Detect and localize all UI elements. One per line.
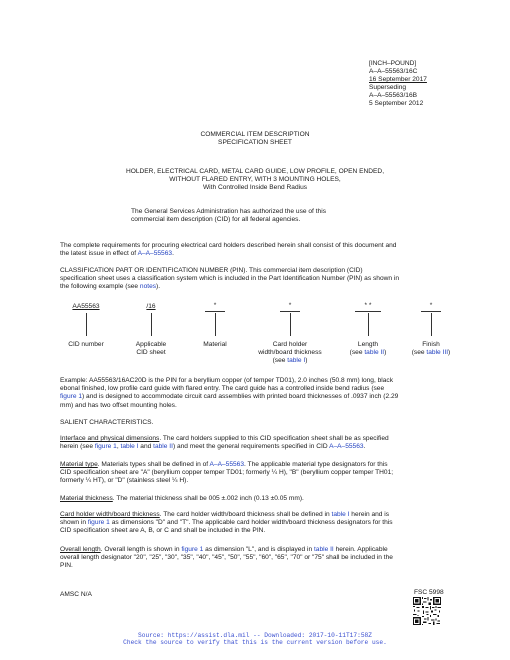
superseded-date: 5 September 2012 [369, 100, 424, 108]
table-ii-link[interactable]: table II [313, 546, 334, 553]
finish-connector [431, 313, 432, 336]
footer-source: Source: https://assist.dla.mil -- Downloaded: 2017-10-11T17:58Z [138, 632, 372, 639]
title-line3: With Controlled Inside Bend Radius [202, 184, 308, 192]
sheet-connector [151, 313, 152, 336]
intro-line2: the latest issue in effect of A–A–55563. [60, 250, 174, 258]
pin-label-material: Material [203, 341, 227, 348]
aa-55563-link[interactable]: A–A–55563 [209, 461, 245, 468]
aa-55563-link[interactable]: A–A–55563 [329, 443, 364, 451]
material-type-paragraph: Material type. Materials types shall be defined in of A–A–55563. The applicable material type designators for this CID specification sheet are "A" (beryllium copper temper TD01; formerly ¼ H), "B" (beryllium copper temper TH01; formerly ¼ HT), or "D" (stainless steel ¼ H). [60, 461, 394, 485]
card-width-paragraph: Card holder width/board thickness. The card holder width/board thickness shall be defined in table I herein and is shown in figure 1 as dimensions "D" and "T". The applicable card holder width/board thickness designators for this CID specification sheet are A, B, or C and shall be included in the PIN. [60, 511, 393, 535]
figure-1-link[interactable]: figure 1 [60, 393, 82, 401]
table-i-link[interactable]: table I [287, 357, 306, 364]
fsc-label: FSC 5998 [414, 589, 444, 596]
overall-length-paragraph: Overall length. Overall length is shown in figure 1 as dimension "L", and is displayed in table II herein. Applicable overall length designator "20", "25", "30", "35", "40", "45", "50", "55", "60", "65", "70" or "75" shall be included in the PIN. [60, 546, 393, 570]
superseding-label: Superseding [369, 84, 407, 92]
pin-label-length: Length (see table II) [349, 341, 387, 356]
authorization-line2: commercial item description (CID) for all federal agencies. [131, 216, 301, 224]
pin-label-card: Card holder width/board thickness (see table I) [258, 341, 322, 364]
pin-code-cid: AA55563 [72, 303, 100, 310]
inch-pound-label: [INCH–POUND] [369, 60, 417, 67]
aa-55563-link[interactable]: A–A–55563 [137, 250, 173, 258]
pin-code-finish: * [429, 302, 433, 309]
superseded-number: A–A–55563/16B [369, 92, 418, 100]
interface-paragraph: Interface and physical dimensions. The card holders supplied to this CID specification sheet shall be as specified herein (see figure 1, table I and table II) and meet the general requirements specified in CID A–A–55563. [60, 435, 389, 451]
notes-link[interactable]: notes [139, 283, 157, 291]
document-date: 16 September 2017 [369, 76, 427, 84]
classification-line1: CLASSIFICATION PART OR IDENTIFICATION NUMBER (PIN). This commercial item description (CID) [60, 267, 363, 274]
pin-code-card: * [288, 302, 292, 309]
intro-line1: The complete requirements for procuring electrical card holders described herein shall consist of this document and [60, 242, 397, 249]
title-line1: HOLDER, ELECTRICAL CARD, METAL CARD GUIDE, LOW PROFILE, OPEN ENDED, [125, 168, 385, 175]
salient-heading: SALIENT CHARACTERISTICS. [60, 419, 154, 426]
doc-type-line1: COMMERCIAL ITEM DESCRIPTION [200, 131, 310, 138]
pin-label-sheet: Applicable CID sheet [135, 341, 167, 356]
classification-line3: the following example (see notes). [60, 283, 161, 291]
length-underline [355, 311, 381, 312]
document-number: A–A–55563/16C [369, 68, 418, 76]
card-connector [290, 313, 291, 336]
figure-1-link[interactable]: figure 1 [94, 443, 117, 451]
download-footer [0, 632, 510, 647]
qr-code-icon [413, 597, 441, 625]
doc-type-line2: SPECIFICATION SHEET [218, 139, 292, 147]
title-line2: WITHOUT FLARED ENTRY, WITH 3 MOUNTING HOLES, [169, 176, 341, 184]
length-connector [368, 313, 369, 336]
table-i-link[interactable]: table I [331, 511, 350, 518]
table-i-link[interactable]: table I [120, 443, 139, 451]
overall-length-heading: Overall length [60, 546, 101, 553]
material-underline [205, 311, 225, 312]
material-thickness-paragraph: Material thickness. The material thickness shall be 005 ±.002 inch (0.13 ±0.05 mm). [60, 495, 304, 502]
card-width-heading: Card holder width/board thickness [60, 511, 160, 518]
pin-code-material: * [213, 302, 217, 309]
material-type-heading: Material type [60, 461, 98, 468]
amsc-label: AMSC N/A [60, 591, 92, 598]
pin-code-sheet: /16 [146, 303, 156, 310]
figure-1-link[interactable]: figure 1 [87, 519, 110, 527]
interface-heading: Interface and physical dimensions [60, 435, 160, 442]
example-paragraph: Example: AA55563/16AC20D is the PIN for a beryllium copper (of temper TD01), 2.0 inches (50.8 mm) long, black ebonal finished, low profile card guide with flared entry. The card guide has a controlled inside bend radius (see figure 1) and is designed to accommodate circuit card assemblies with printed board thicknesses of .0937 inch (2.29 mm) and has two offset mounting holes. [60, 377, 399, 409]
material-thickness-heading: Material thickness [60, 495, 113, 502]
footer-verify: Check the source to verify that this is the current version before use. [123, 639, 387, 647]
table-iii-link[interactable]: table III [426, 349, 449, 356]
finish-underline [421, 311, 441, 312]
authorization-line1: The General Services Administration has authorized the use of this [131, 208, 326, 215]
pin-code-length: * * [364, 302, 372, 309]
pin-label-cid: CID number [68, 341, 104, 348]
table-ii-link[interactable]: table II [364, 349, 385, 356]
material-connector [215, 313, 216, 336]
figure-1-link[interactable]: figure 1 [181, 546, 204, 553]
cid-connector [86, 313, 87, 336]
pin-label-finish: Finish (see table III) [411, 341, 451, 356]
table-ii-link[interactable]: table II [153, 443, 173, 451]
card-underline [280, 311, 300, 312]
classification-line2: specification sheet uses a classification system which is included in the Part Identification Number (PIN) as shown in [60, 275, 400, 283]
